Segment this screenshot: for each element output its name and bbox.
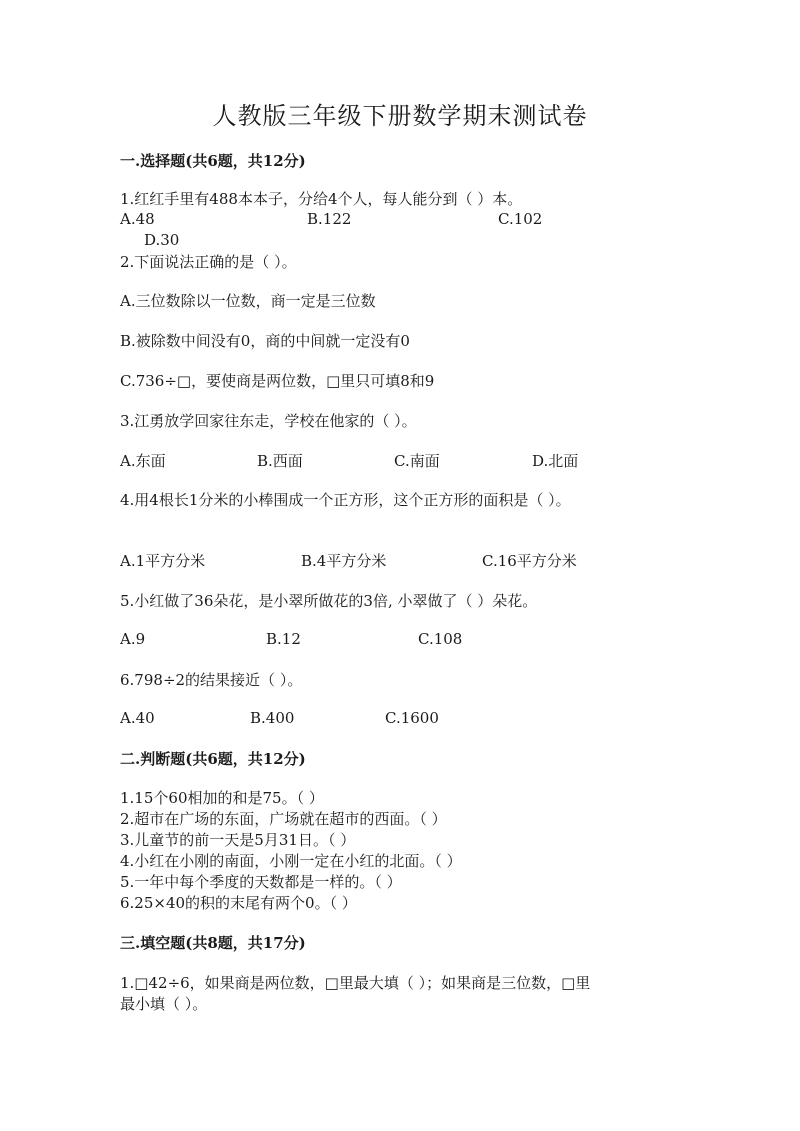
question-1-1: 1.红红手里有488本本子，分给4个人，每人能分到（ ）本。	[120, 190, 523, 208]
option-1-3-d: D.北面	[532, 452, 579, 470]
section-header-judgement: 二.判断题(共6题，共12分)	[120, 750, 306, 768]
question-1-6: 6.798÷2的结果接近（ ）。	[120, 671, 303, 689]
question-1-5: 5.小红做了36朵花，是小翠所做花的3倍, 小翠做了（ ）朵花。	[120, 592, 538, 610]
question-1-4: 4.用4根长1分米的小棒围成一个正方形，这个正方形的面积是（ ）。	[120, 491, 571, 509]
judgement-item-5: 5.一年中每个季度的天数都是一样的。（ ）	[120, 873, 402, 891]
option-1-3-a: A.东面	[120, 452, 166, 470]
option-1-6-a: A.40	[120, 709, 155, 727]
option-1-6-c: C.1600	[385, 709, 439, 727]
option-1-1-c: C.102	[498, 210, 543, 228]
section-header-fill-blank: 三.填空题(共8题，共17分)	[120, 934, 306, 952]
judgement-item-3: 3.儿童节的前一天是5月31日。（ ）	[120, 831, 356, 849]
option-1-1-d: D.30	[144, 231, 180, 249]
question-1-2: 2.下面说法正确的是（ ）。	[120, 253, 297, 271]
option-1-4-c: C.16平方分米	[482, 552, 577, 570]
judgement-item-1: 1.15个60相加的和是75。（ ）	[120, 789, 324, 807]
option-1-5-c: C.108	[418, 630, 463, 648]
option-1-5-b: B.12	[266, 630, 301, 648]
fill-blank-1-line1: 1.□42÷6，如果商是两位数，□里最大填（ ）；如果商是三位数，□里	[120, 974, 591, 992]
page-title: 人教版三年级下册数学期末测试卷	[212, 102, 588, 130]
section-header-choice: 一.选择题(共6题，共12分)	[120, 152, 306, 170]
option-1-4-a: A.1平方分米	[120, 552, 206, 570]
option-1-3-c: C.南面	[394, 452, 440, 470]
question-1-3: 3.江勇放学回家往东走，学校在他家的（ ）。	[120, 412, 417, 430]
option-1-2-a: A.三位数除以一位数，商一定是三位数	[120, 292, 376, 310]
option-1-3-b: B.西面	[257, 452, 303, 470]
option-1-5-a: A.9	[120, 630, 146, 648]
option-1-1-a: A.48	[120, 210, 155, 228]
option-1-4-b: B.4平方分米	[301, 552, 387, 570]
option-1-2-c: C.736÷□，要使商是两位数，□里只可填8和9	[120, 372, 435, 390]
judgement-item-4: 4.小红在小刚的南面，小刚一定在小红的北面。（ ）	[120, 852, 462, 870]
option-1-6-b: B.400	[250, 709, 295, 727]
option-1-1-b: B.122	[307, 210, 352, 228]
fill-blank-1-line2: 最小填（ ）。	[120, 995, 208, 1013]
judgement-item-2: 2.超市在广场的东面，广场就在超市的西面。（ ）	[120, 810, 447, 828]
judgement-item-6: 6.25×40的积的末尾有两个0。（ ）	[120, 894, 357, 912]
option-1-2-b: B.被除数中间没有0，商的中间就一定没有0	[120, 332, 410, 350]
